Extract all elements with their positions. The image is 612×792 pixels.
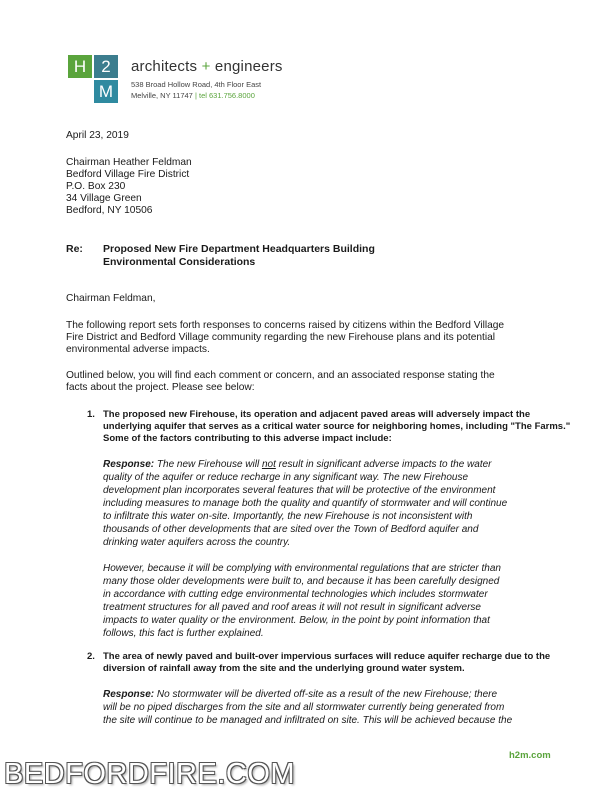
item-2-response-line: the site will continue to be managed and infiltrated on site. This will be achieved because the bbox=[103, 715, 513, 726]
item-2-concern-line: The area of newly paved and built-over impervious surfaces will reduce aquifer recharge due to the bbox=[103, 651, 551, 662]
outline-line: facts about the project. Please see below: bbox=[66, 382, 255, 393]
logo-letter-m: M bbox=[94, 80, 118, 103]
response-emphasis: not bbox=[261, 459, 276, 470]
item-1-response-line: thousands of other developments that are sited over the Town of Bedford aquifer and bbox=[103, 524, 479, 535]
response-label: Response: bbox=[103, 459, 155, 470]
item-1-concern-line: underlying aquifer that serves as a critical water source for neighboring homes, including "The Farms." bbox=[103, 421, 571, 432]
item-1-response-line: to infiltrate this water on-site. Importantly, the new Firehouse is not inconsistent with bbox=[103, 511, 473, 522]
recipient-line: Chairman Heather Feldman bbox=[66, 157, 192, 168]
re-subject-line: Environmental Considerations bbox=[103, 256, 256, 268]
firm-name-plus: + bbox=[201, 58, 211, 75]
item-1-response-line: development plan incorporates several features that will be protective of the environment bbox=[103, 485, 496, 496]
intro-line: Fire District and Bedford Village community regarding the new Firehouse plans and its potential bbox=[66, 332, 496, 343]
recipient-line: 34 Village Green bbox=[66, 193, 142, 204]
re-label: Re: bbox=[66, 243, 83, 255]
recipient-line: P.O. Box 230 bbox=[66, 181, 126, 192]
firm-city-phone bbox=[131, 91, 255, 100]
item-1-response2-line: However, because it will be complying with environmental regulations that are stricter than bbox=[103, 563, 501, 574]
item-1-response-line: including measures to manage both the quality and quantify of stormwater and will continue bbox=[103, 498, 508, 509]
item-2-concern-line: diversion of rainfall away from the site and the underlying ground water system. bbox=[103, 663, 465, 674]
firm-name bbox=[131, 58, 283, 75]
recipient-line: Bedford Village Fire District bbox=[66, 169, 190, 180]
outline-line: Outlined below, you will find each comment or concern, and an associated response stating the bbox=[66, 370, 495, 381]
footer-website-link[interactable]: h2m.com bbox=[509, 750, 551, 761]
intro-line: environmental adverse impacts. bbox=[66, 344, 210, 355]
item-2-response-first-line bbox=[103, 689, 497, 702]
item-1-response2-line: follows, this fact is further explained. bbox=[103, 628, 264, 639]
re-subject-line: Proposed New Fire Department Headquarters Building bbox=[103, 243, 375, 255]
logo-letter-h: H bbox=[68, 55, 92, 78]
firm-phone: tel 631.756.8000 bbox=[198, 91, 255, 100]
logo-letter-2: 2 bbox=[94, 55, 118, 78]
watermark-text: BEDFORDFIRE.COM bbox=[4, 758, 296, 790]
salutation: Chairman Feldman, bbox=[66, 293, 156, 304]
firm-name-architects: architects bbox=[131, 58, 198, 75]
item-1-response2-line: treatment structures for all paved and roof areas it will not result in significant adverse bbox=[103, 602, 481, 613]
firm-address: 538 Broad Hollow Road, 4th Floor East bbox=[131, 80, 262, 89]
item-1-response2-line: many those older developments were built to, and because it has been carefully designed bbox=[103, 576, 500, 587]
response-label: Response: bbox=[103, 689, 155, 700]
letter-date: April 23, 2019 bbox=[66, 130, 129, 141]
intro-line: The following report sets forth responses to concerns raised by citizens within the Bedford Village bbox=[66, 320, 505, 331]
response-text: The new Firehouse will bbox=[156, 459, 262, 470]
item-2-number: 2. bbox=[87, 651, 95, 662]
firm-city: Melville, NY 11747 bbox=[131, 91, 193, 100]
firm-separator: | bbox=[194, 91, 197, 100]
item-1-concern-line: Some of the factors contributing to this adverse impact include: bbox=[103, 433, 392, 444]
item-1-response2-line: impacts to water quality or the environment. Below, in the point by point information that bbox=[103, 615, 490, 626]
item-1-response-first-line bbox=[103, 459, 492, 472]
item-1-response-line: drinking water aquifers across the country. bbox=[103, 537, 291, 548]
recipient-line: Bedford, NY 10506 bbox=[66, 205, 153, 216]
item-2-response-line: will be no piped discharges from the site and all stormwater currently being generated from bbox=[103, 702, 505, 713]
firm-name-engineers: engineers bbox=[214, 58, 283, 75]
item-1-concern-line: The proposed new Firehouse, its operation and adjacent paved areas will adversely impact the bbox=[103, 409, 531, 420]
response-text: result in significant adverse impacts to the water bbox=[275, 459, 492, 470]
response-text: No stormwater will be diverted off-site as a result of the new Firehouse; there bbox=[156, 689, 498, 700]
item-1-response2-line: in accordance with cutting edge environmental technologies which includes stormwater bbox=[103, 589, 488, 600]
item-1-response-line: quality of the aquifer or reduce recharge in any significant way. The new Firehouse bbox=[103, 472, 469, 483]
h2m-logo bbox=[68, 55, 118, 103]
item-1-number: 1. bbox=[87, 409, 95, 420]
